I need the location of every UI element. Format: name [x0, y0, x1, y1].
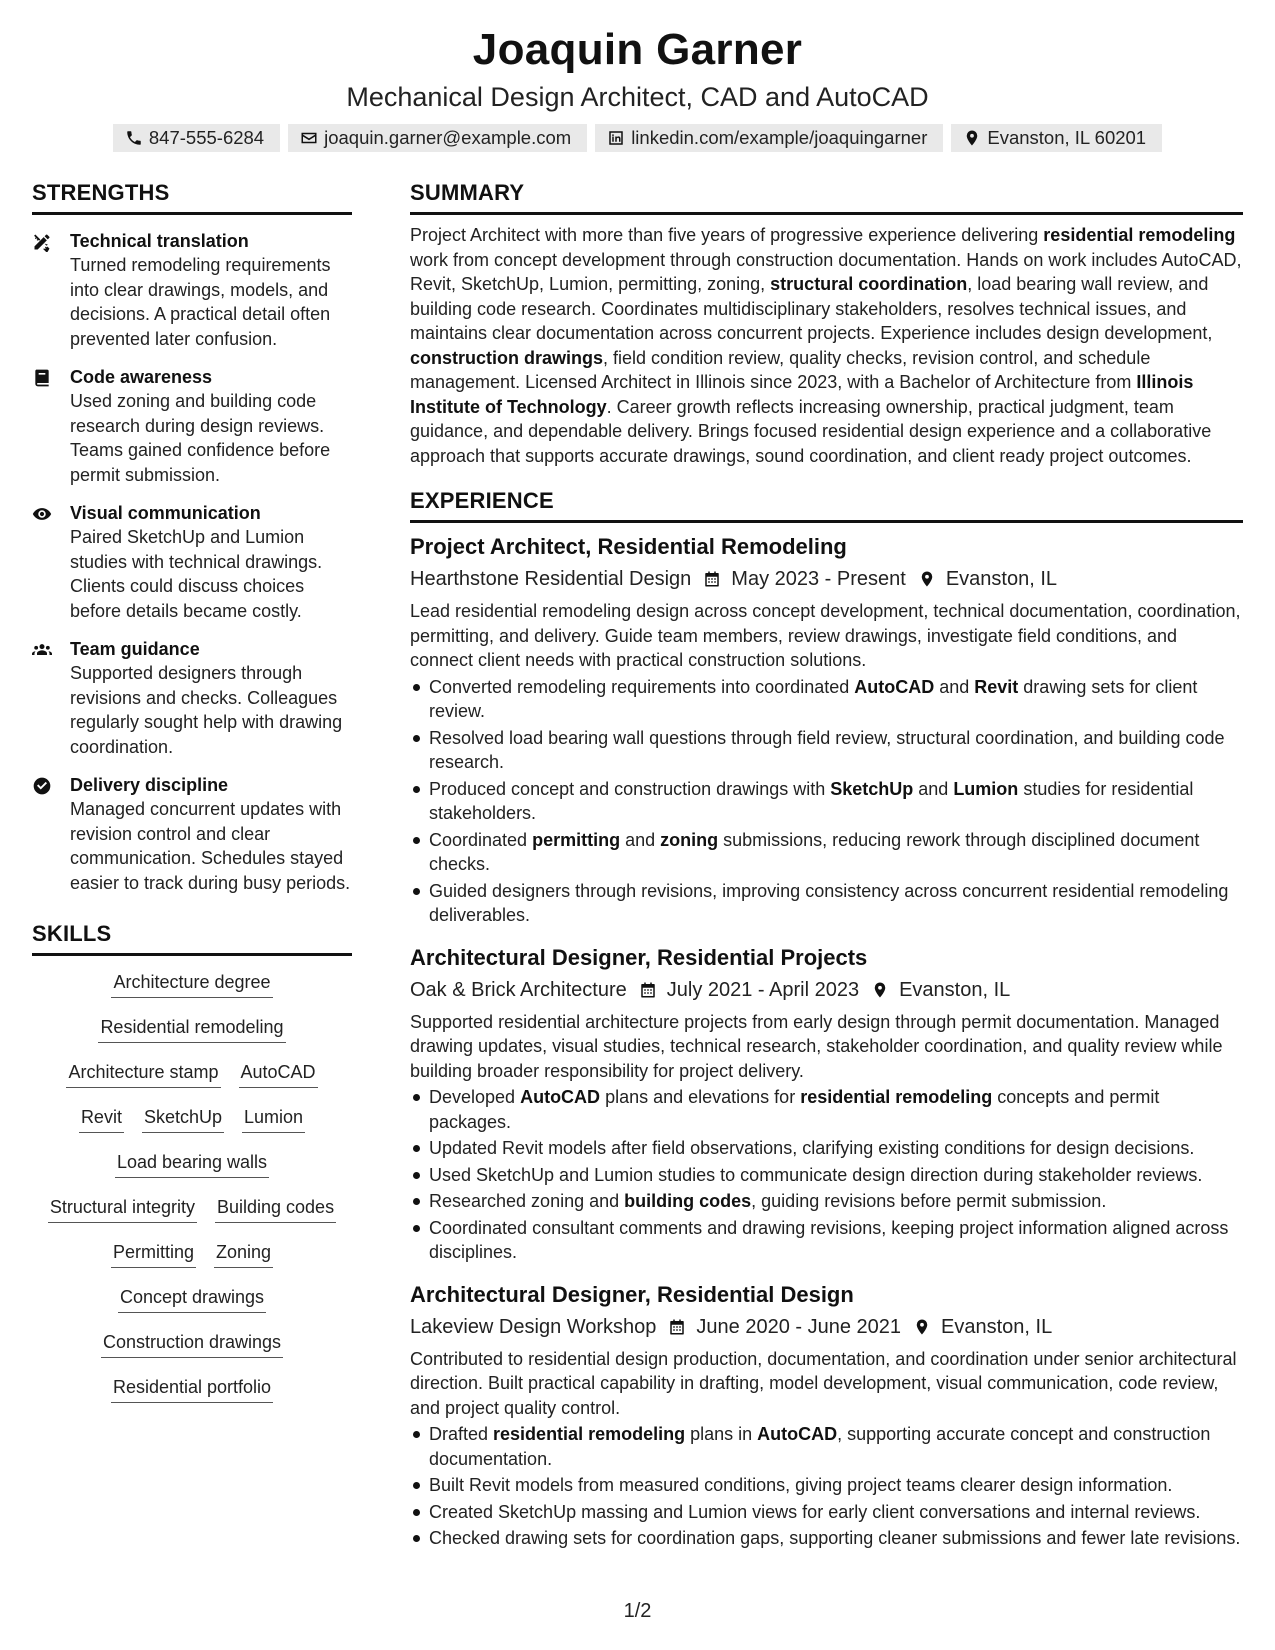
- bold-term: residential remodeling: [1043, 225, 1236, 245]
- job-meta: [410, 565, 1243, 593]
- map-pin-icon: [963, 129, 981, 147]
- bold-term: AutoCAD: [520, 1087, 601, 1107]
- bold-term: permitting: [532, 829, 621, 850]
- skill-tag: Lumion: [242, 1105, 305, 1133]
- contact-location-text: Evanston, IL 60201: [987, 127, 1147, 148]
- job-entry: [410, 533, 1243, 928]
- job-bullet: Drafted residential remodeling plans in AutoCAD, supporting accurate concept and construction documentation.: [410, 1422, 1243, 1471]
- skill-tag: Building codes: [215, 1195, 336, 1223]
- calendar-icon: [668, 1318, 686, 1336]
- job-bullet: Used SketchUp and Lumion studies to communicate design direction during stakeholder reviews.: [410, 1163, 1243, 1188]
- job-bullet: Researched zoning and building codes, guiding revisions before permit submission.: [410, 1189, 1243, 1214]
- job-location: Evanston, IL: [945, 568, 1057, 590]
- envelope-icon: [300, 129, 318, 147]
- job-bullet: Produced concept and construction drawings with SketchUp and Lumion studies for residential stakeholders.: [410, 777, 1243, 826]
- users-icon: [32, 640, 52, 660]
- map-pin-icon: [871, 981, 889, 999]
- bold-term: AutoCAD: [854, 676, 935, 697]
- job-bullet: Guided designers through revisions, improving consistency across concurrent residential remodeling deliverables.: [410, 879, 1243, 928]
- job-bullets: [410, 1422, 1243, 1551]
- job-description: Lead residential remodeling design across concept development, technical documentation, coordination, permitting, and delivery. Guide team members, review drawings, investigate field conditions, and connect client needs with practical construction solutions.: [410, 601, 1241, 670]
- linkedin-icon: [607, 129, 625, 147]
- skill-tag: Structural integrity: [48, 1195, 197, 1223]
- job-title: Architectural Designer, Residential Design: [410, 1281, 854, 1307]
- skill-tag: Residential remodeling: [98, 1015, 285, 1043]
- left-column: [32, 180, 352, 1420]
- strength-title: Visual communication: [70, 503, 261, 523]
- page-number: 1/2: [623, 1600, 652, 1622]
- skills-heading: SKILLS: [32, 921, 352, 956]
- skill-tag: SketchUp: [142, 1105, 224, 1133]
- job-entry: [410, 1281, 1243, 1551]
- job-title: Architectural Designer, Residential Projects: [410, 944, 868, 970]
- strength-description: Supported designers through revisions and checks. Colleagues regularly sought help with drawing coordination.: [70, 663, 343, 757]
- eye-icon: [32, 504, 52, 524]
- contact-location: [951, 124, 1162, 152]
- skill-tag: Construction drawings: [101, 1330, 283, 1358]
- job-entry: [410, 944, 1243, 1265]
- summary-text: Project Architect with more than five years of progressive experience delivering residential remodeling work from concept development through construction documentation. Hands on work includes AutoCAD, Revit, SketchUp, Lumion, permitting, zoning, structural coordination, load bearing wall review, and building code research. Coordinates multidisciplinary stakeholders, resolves technical issues, and maintains clear documentation across concurrent projects. Experience includes design development, construction drawings, field condition review, quality checks, revision control, and schedule management. Licensed Architect in Illinois since 2023, with a Bachelor of Architecture from Illinois Institute of Technology. Career growth reflects increasing ownership, practical judgment, team guidance, and dependable delivery. Brings focused residential design experience and a collaborative approach that supports accurate drawings, sound coordination, and client ready project outcomes.: [410, 225, 1242, 466]
- bold-term: construction drawings: [410, 347, 604, 368]
- strength-item: [32, 637, 352, 759]
- job-meta: [410, 1313, 1243, 1341]
- calendar-icon: [639, 981, 657, 999]
- bold-term: Lumion: [953, 778, 1019, 799]
- skills-list: [32, 970, 352, 1420]
- job-bullet: Updated Revit models after field observations, clarifying existing conditions for design decisions.: [410, 1136, 1243, 1161]
- contact-email[interactable]: [288, 124, 587, 152]
- contact-email-text: joaquin.garner@example.com: [324, 127, 572, 148]
- strength-description: Used zoning and building code research during design reviews. Teams gained confidence before permit submission.: [70, 391, 331, 485]
- strength-description: Paired SketchUp and Lumion studies with technical drawings. Clients could discuss choices before details became costly.: [70, 527, 323, 621]
- strength-title: Technical translation: [70, 231, 249, 251]
- experience-heading: EXPERIENCE: [410, 488, 1243, 523]
- bold-term: building codes: [624, 1191, 752, 1211]
- skill-tag: Residential portfolio: [111, 1375, 273, 1403]
- strength-title: Delivery discipline: [70, 775, 229, 795]
- skill-tag: Permitting: [111, 1240, 196, 1268]
- contact-bar: [0, 124, 1275, 152]
- job-bullet: Coordinated consultant comments and drawing revisions, keeping project information aligned across disciplines.: [410, 1216, 1243, 1265]
- skill-tag: Architecture stamp: [66, 1060, 220, 1088]
- skill-tag: Zoning: [214, 1240, 273, 1268]
- job-bullet: Created SketchUp massing and Lumion views for early client conversations and internal reviews.: [410, 1500, 1243, 1525]
- contact-phone[interactable]: [113, 124, 280, 152]
- bold-term: residential remodeling: [800, 1087, 993, 1107]
- job-bullets: [410, 675, 1243, 928]
- job-bullet: Developed AutoCAD plans and elevations for residential remodeling concepts and permit packages.: [410, 1085, 1243, 1134]
- job-title: Project Architect, Residential Remodeling: [410, 534, 847, 559]
- job-bullet: Coordinated permitting and zoning submissions, reducing rework through disciplined document checks.: [410, 828, 1243, 877]
- job-company: Lakeview Design Workshop: [410, 1315, 657, 1338]
- summary-heading: SUMMARY: [410, 180, 1243, 215]
- bold-term: Illinois Institute of Technology: [410, 372, 1194, 417]
- bold-term: SketchUp: [830, 778, 914, 799]
- bold-term: structural coordination: [770, 274, 968, 294]
- resume-header: [0, 22, 1275, 152]
- strength-item: [32, 501, 352, 623]
- check-circle-icon: [32, 776, 52, 796]
- job-company: Oak & Brick Architecture: [410, 978, 627, 1001]
- job-location: Evanston, IL: [941, 1315, 1053, 1338]
- job-bullet: Resolved load bearing wall questions through field review, structural coordination, and building code research.: [410, 726, 1243, 775]
- skill-tag: Concept drawings: [118, 1285, 266, 1313]
- skill-tag: Revit: [79, 1105, 124, 1133]
- right-column: [410, 180, 1243, 1551]
- job-description: Contributed to residential design production, documentation, and coordination under senior architectural direction. Built practical capability in drafting, model development, visual communication, code review, and project quality control.: [410, 1348, 1237, 1418]
- strengths-heading: STRENGTHS: [32, 180, 352, 215]
- job-company: Hearthstone Residential Design: [410, 568, 692, 590]
- candidate-name: Joaquin Garner: [472, 25, 803, 74]
- strength-title: Code awareness: [70, 367, 213, 387]
- job-bullet: Checked drawing sets for coordination gaps, supporting cleaner submissions and fewer late revisions.: [410, 1526, 1243, 1551]
- book-icon: [32, 368, 52, 388]
- skill-tag: Architecture degree: [111, 970, 272, 998]
- strength-item: [32, 229, 352, 351]
- job-meta: [410, 976, 1243, 1004]
- contact-linkedin-text: linkedin.com/example/joaquingarner: [631, 127, 928, 148]
- skill-tag: AutoCAD: [239, 1060, 318, 1088]
- phone-icon: [125, 129, 143, 147]
- strength-item: [32, 365, 352, 487]
- job-description: Supported residential architecture projects from early design through permit documentation. Managed drawing updates, visual studies, technical research, stakeholder coordination, and quality review while building broader responsibility for project delivery.: [410, 1011, 1223, 1081]
- bold-term: residential remodeling: [493, 1424, 686, 1444]
- contact-phone-text: 847-555-6284: [148, 127, 265, 148]
- job-dates: July 2021 - April 2023: [666, 978, 860, 1001]
- map-pin-icon: [913, 1318, 931, 1336]
- job-bullets: [410, 1085, 1243, 1265]
- job-dates: May 2023 - Present: [731, 568, 906, 590]
- map-pin-icon: [918, 570, 936, 588]
- candidate-title: Mechanical Design Architect, CAD and AutoCAD: [346, 82, 929, 112]
- strength-description: Managed concurrent updates with revision control and clear communication. Schedules stayed easier to track during busy periods.: [70, 799, 351, 893]
- job-bullet: Built Revit models from measured conditions, giving project teams clearer design information.: [410, 1473, 1243, 1498]
- strength-item: [32, 773, 352, 895]
- bold-term: Revit: [974, 676, 1019, 697]
- job-bullet: Converted remodeling requirements into coordinated AutoCAD and Revit drawing sets for client review.: [410, 675, 1243, 724]
- job-location: Evanston, IL: [899, 978, 1011, 1001]
- job-dates: June 2020 - June 2021: [696, 1315, 902, 1338]
- contact-linkedin[interactable]: [595, 124, 943, 152]
- bold-term: zoning: [660, 829, 719, 850]
- skill-tag: Load bearing walls: [115, 1150, 269, 1178]
- bold-term: AutoCAD: [757, 1424, 838, 1444]
- strength-description: Turned remodeling requirements into clear drawings, models, and decisions. A practical detail often prevented later confusion.: [70, 255, 331, 349]
- strength-title: Team guidance: [70, 639, 200, 659]
- calendar-icon: [703, 570, 721, 588]
- pencil-ruler-icon: [32, 232, 52, 252]
